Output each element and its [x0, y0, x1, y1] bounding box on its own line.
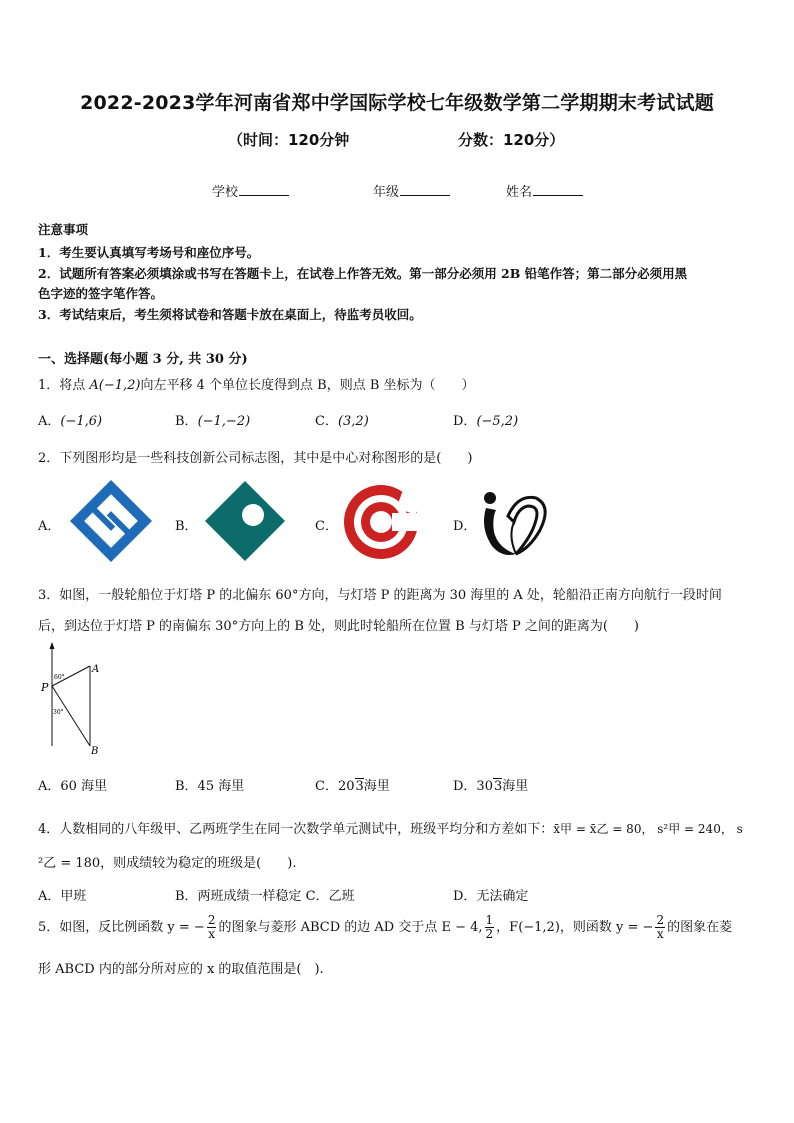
- q5-text: 5．如图，反比例函数 y = −: [38, 920, 205, 935]
- option-value: (−1,6): [60, 414, 103, 429]
- angle-60: 60°: [54, 674, 65, 681]
- frac-num: 2: [656, 913, 665, 927]
- sqrt-value: 3: [355, 779, 364, 794]
- q5-text: 的图象与菱形 ABCD 的边 AD 交于点 E − 4,: [218, 920, 483, 935]
- sqrt-value: 3: [493, 779, 503, 794]
- option-letter: C．: [315, 414, 338, 429]
- q3-option-c[interactable]: [315, 775, 390, 794]
- q2-option-a[interactable]: A．: [38, 519, 61, 534]
- logo-d-icon[interactable]: [478, 488, 552, 560]
- q2-option-c[interactable]: C．: [315, 519, 338, 534]
- q2-option-b[interactable]: B．: [175, 519, 198, 534]
- question-4-line2: ²乙 = 180，则成绩较为稳定的班级是( ).: [38, 856, 297, 871]
- question-3-line1: 3．如图，一般轮船位于灯塔 P 的北偏东 60°方向，与灯塔 P 的距离为 30 海里的 A 处，轮船沿正南方向航行一段时间: [38, 588, 722, 603]
- q1-option-c[interactable]: [315, 410, 369, 429]
- logo-c-icon[interactable]: [342, 483, 420, 561]
- school-blank[interactable]: [239, 183, 289, 196]
- note-item: 1．考生要认真填写考场号和座位序号。: [38, 245, 260, 260]
- option-unit: 海里: [363, 779, 390, 794]
- frac-num: 2: [207, 913, 216, 927]
- q3-option-d[interactable]: [453, 775, 528, 794]
- notes-heading: 注意事项: [38, 222, 89, 237]
- page-title: 2022-2023学年河南省郑中学国际学校七年级数学第二学期期末考试试题: [80, 92, 714, 114]
- question-5-line2: 形 ABCD 内的部分所对应的 x 的取值范围是( ).: [38, 962, 324, 977]
- note-item: 色字迹的签字笔作答。: [38, 286, 164, 301]
- school-label: 学校: [212, 185, 239, 200]
- option-text: C．20: [315, 779, 355, 794]
- exam-score: 分数：120分）: [458, 131, 565, 149]
- option-value: (−5,2): [476, 414, 519, 429]
- q1-option-b[interactable]: [175, 410, 250, 429]
- grade-field[interactable]: [373, 181, 450, 200]
- question-5-line1: [38, 913, 732, 943]
- frac-den: 2: [485, 927, 494, 941]
- fraction: [207, 914, 217, 941]
- label-p: P: [41, 681, 49, 694]
- grade-label: 年级: [373, 185, 400, 200]
- frac-den: x: [656, 927, 664, 941]
- logo-b-icon[interactable]: [202, 478, 288, 564]
- label-a: A: [92, 664, 100, 675]
- question-2: 2．下列图形均是一些科技创新公司标志图，其中是中心对称图形的是( ): [38, 451, 473, 466]
- note-item: 3．考试结束后，考生须将试卷和答题卡放在桌面上，待监考员收回。: [38, 307, 422, 322]
- q4-option-d[interactable]: D．无法确定: [453, 889, 529, 904]
- option-text: D．30: [453, 779, 493, 794]
- grade-blank[interactable]: [400, 183, 450, 196]
- q1-pre: 1．将点: [38, 378, 90, 393]
- question-4-line1: [38, 818, 743, 837]
- question-1: [38, 374, 475, 393]
- q1-post: 向左平移 4 个单位长度得到点 B，则点 B 坐标为（ ）: [140, 378, 475, 393]
- q1-option-a[interactable]: [38, 410, 102, 429]
- q3-figure: [38, 642, 108, 758]
- school-field[interactable]: [212, 181, 289, 200]
- exam-time: （时间：120分钟: [228, 131, 350, 149]
- q5-text: ，F(−1,2)，则函数 y = −: [496, 920, 654, 935]
- name-field[interactable]: [506, 181, 583, 200]
- angle-30: 30°: [53, 709, 64, 716]
- q4-option-a[interactable]: A．甲班: [38, 889, 87, 904]
- option-letter: B．: [175, 414, 198, 429]
- name-label: 姓名: [506, 185, 533, 200]
- q5-text: 的图象在菱: [667, 920, 733, 935]
- option-value: (3,2): [337, 414, 369, 429]
- section-heading: 一、选择题(每小题 3 分, 共 30 分): [38, 352, 248, 367]
- fraction: [655, 914, 665, 941]
- q1-option-d[interactable]: [453, 410, 518, 429]
- option-letter: A．: [38, 414, 61, 429]
- option-unit: 海里: [502, 779, 529, 794]
- q3-option-a[interactable]: A．60 海里: [38, 779, 108, 794]
- frac-num: 1: [485, 913, 494, 927]
- name-blank[interactable]: [533, 183, 583, 196]
- q4-option-b[interactable]: B．两班成绩一样稳定 C．乙班: [175, 889, 355, 904]
- option-value: (−1,−2): [197, 414, 251, 429]
- q4-text: 4．人数相同的八年级甲、乙两班学生在同一次数学单元测试中，班级平均分和方差如下：: [38, 822, 554, 837]
- option-letter: D．: [453, 414, 477, 429]
- q2-option-d[interactable]: D．: [453, 519, 477, 534]
- logo-a-icon[interactable]: [66, 476, 156, 566]
- question-3-line2: 后，到达位于灯塔 P 的南偏东 30°方向上的 B 处，则此时轮船所在位置 B 与灯塔 P 之间的距离为( ): [38, 619, 639, 634]
- label-b: B: [91, 746, 99, 757]
- q3-option-b[interactable]: B．45 海里: [175, 779, 245, 794]
- note-item: 2．试题所有答案必须填涂或书写在答题卡上，在试卷上作答无效。第一部分必须用 2B 铅笔作答；第二部分必须用黑: [38, 266, 688, 281]
- fraction: [485, 914, 495, 941]
- frac-den: x: [208, 927, 216, 941]
- q1-point: A(−1,2): [89, 378, 141, 393]
- q4-formula: x̄甲 = x̄乙 = 80， s²甲 = 240， s: [553, 822, 743, 836]
